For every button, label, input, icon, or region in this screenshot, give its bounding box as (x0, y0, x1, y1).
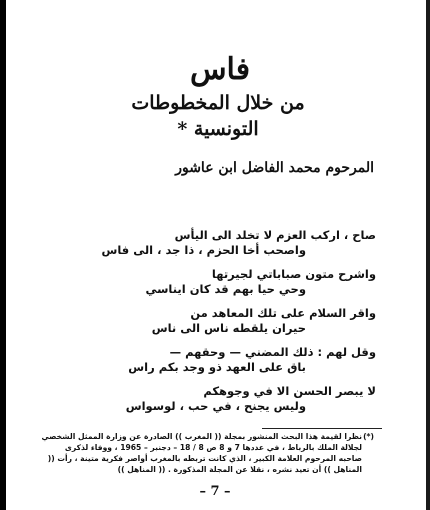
page-number: – 7 – (199, 484, 231, 499)
poem-line: باق على العهد ذو وجد بكم راس (128, 360, 306, 374)
footnote (40, 431, 388, 475)
poem-line: لا يبصر الحسن الا في وجوهكم (203, 384, 376, 398)
article-subtitle: من خلال المخطوطات التونسية * (131, 92, 305, 140)
poem-stanza (56, 228, 376, 258)
footnote-mark: (*) (363, 432, 374, 441)
poem-stanza (56, 306, 376, 336)
scan-right-edge (426, 0, 430, 510)
footnote-text: نظرا لقيمة هذا البحث المنشور بمجلة (( المغرب )) الصادرة عن وزارة الممثل الشخصي لجلالة الملك بالرباط ، في عددها 7 و 8 ص 8 / 18 – دجنبر – 1965 ، ووفاء لذكرى صاحبه المرحوم العلامة الكبير ، الذي كانت تربطه بالمغرب أواصر فكرية متينة ، رأت (( المناهل )) أن تعيد نشره ، نقلا عن المجلة المذكورة . (( المناهل )) (41, 432, 362, 474)
article-title: فاس (189, 52, 251, 87)
poem-stanza (56, 267, 376, 297)
poem-line: صاح ، اركب العزم لا تخلد الى اليأس (174, 228, 376, 242)
poem-line: وحي حيا بهم قد كان ايناسي (145, 282, 306, 296)
poem-line: حيران يلقطه ناس الى ناس (151, 321, 306, 335)
poem-line: واشرح متون صباباتي لجيرتها (211, 267, 376, 281)
poem-stanza (56, 384, 376, 414)
article-author: المرحوم محمد الفاضل ابن عاشور (175, 160, 374, 176)
footnote-divider (262, 428, 382, 429)
scan-left-edge (0, 0, 6, 510)
poem-line: وليس يجنح ، في حب ، لوسواس (125, 399, 306, 413)
poem-line: وقل لهم : ذلك المضني — وحقهم — (169, 345, 376, 359)
poem-stanza (56, 345, 376, 375)
poem-line: واصحب أخا الحزم ، ذا جد ، الى فاس (101, 243, 306, 257)
poem-line: واقر السلام على تلك المعاهد من (190, 306, 376, 320)
